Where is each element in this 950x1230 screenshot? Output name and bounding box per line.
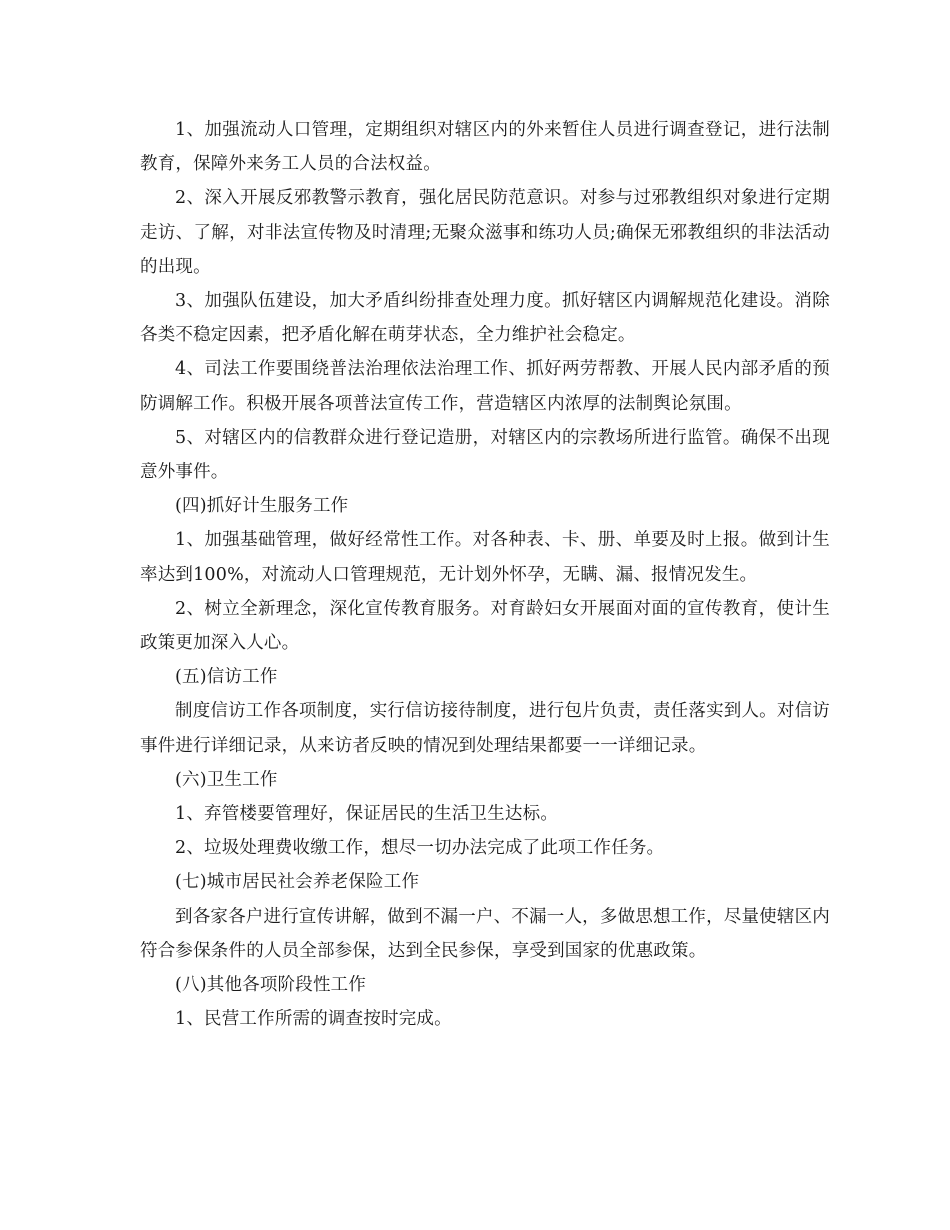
paragraph-3: 3、加强队伍建设，加大矛盾纠纷排查处理力度。抓好辖区内调解规范化建设。消除各类不稳定因素，把矛盾化解在萌芽状态，全力维护社会稳定。 (140, 291, 830, 346)
section-heading-8: (八)其他各项阶段性工作 (175, 975, 367, 996)
paragraph-4: 4、司法工作要围绕普法治理依法治理工作、抓好两劳帮教、开展人民内部矛盾的预防调解工作。积极开展各项普法宣传工作，营造辖区内浓厚的法制舆论氛围。 (140, 359, 830, 414)
paragraph-8: 制度信访工作各项制度，实行信访接待制度，进行包片负责，责任落实到人。对信访事件进行详细记录，从来访者反映的情况到处理结果都要一一详细记录。 (140, 701, 830, 756)
paragraph-12: 1、民营工作所需的调查按时完成。 (175, 1009, 452, 1030)
paragraph-9: 1、弃管楼要管理好，保证居民的生活卫生达标。 (175, 804, 559, 825)
paragraph-10: 2、垃圾处理费收缴工作，想尽一切办法完成了此项工作任务。 (175, 838, 665, 859)
paragraph-5: 5、对辖区内的信教群众进行登记造册，对辖区内的宗教场所进行监管。确保不出现意外事件。 (140, 427, 830, 483)
section-heading-7: (七)城市居民社会养老保险工作 (175, 872, 420, 893)
paragraph-6: 1、加强基础管理，做好经常性工作。对各种表、卡、册、单要及时上报。做到计生率达到100%，对流动人口管理规范，无计划外怀孕，无瞒、漏、报情况发生。 (140, 530, 830, 585)
section-heading-4: (四)抓好计生服务工作 (175, 496, 349, 517)
section-heading-5: (五)信访工作 (175, 667, 278, 688)
paragraph-7: 2、树立全新理念，深化宣传教育服务。对育龄妇女开展面对面的宣传教育，使计生政策更加深入人心。 (140, 598, 830, 654)
document-body (140, 113, 830, 1036)
section-heading-6: (六)卫生工作 (175, 769, 278, 790)
paragraph-1: 1、加强流动人口管理，定期组织对辖区内的外来暂住人员进行调查登记，进行法制教育，保障外来务工人员的合法权益。 (140, 120, 830, 175)
paragraph-11: 到各家各户进行宣传讲解，做到不漏一户、不漏一人，多做思想工作，尽量使辖区内符合参保条件的人员全部参保，达到全民参保，享受到国家的优惠政策。 (140, 906, 830, 961)
paragraph-2: 2、深入开展反邪教警示教育，强化居民防范意识。对参与过邪教组织对象进行定期走访、了解，对非法宣传物及时清理;无聚众滋事和练功人员;确保无邪教组织的非法活动的出现。 (140, 188, 830, 277)
